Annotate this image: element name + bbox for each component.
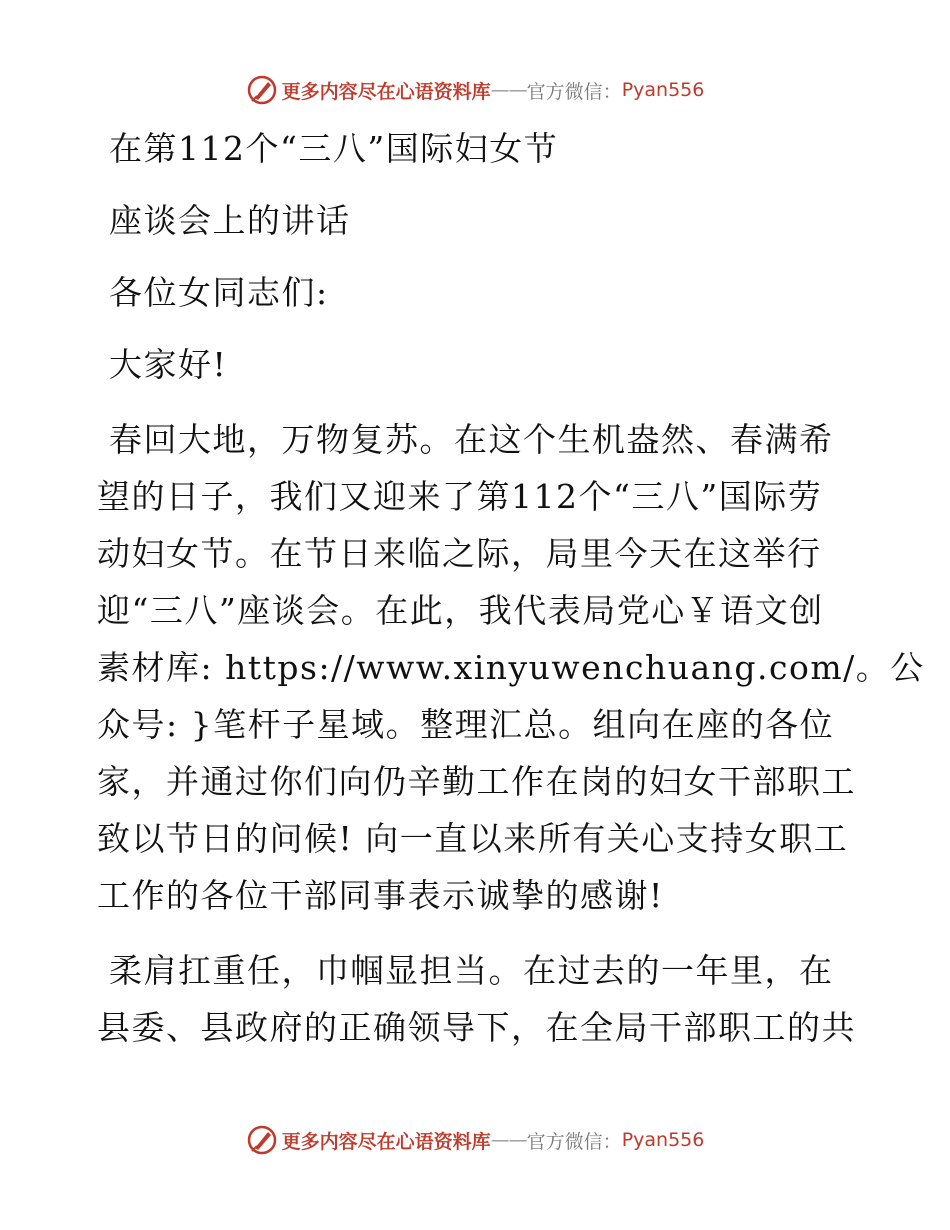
header-watermark bbox=[0, 70, 950, 110]
watermark-label: 官方微信： bbox=[526, 80, 622, 103]
paragraph-line: 素材库: https://www.xinyuwenchuang.com/。公 bbox=[97, 648, 925, 687]
document-title-line-1: 在第112个“三八”国际妇女节 bbox=[109, 129, 559, 168]
document-body bbox=[97, 120, 925, 1056]
paragraph-1 bbox=[97, 411, 925, 924]
paragraph-line: 春回大地，万物复苏。在这个生机盎然、春满希 bbox=[109, 420, 834, 459]
watermark-label: 官方微信： bbox=[526, 1130, 622, 1153]
footer-watermark bbox=[0, 1120, 950, 1160]
greeting: 大家好! bbox=[109, 345, 228, 384]
watermark-main-text: 更多内容尽在心语资料库 bbox=[281, 80, 491, 103]
paragraph-line: 迎“三八”座谈会。在此，我代表局党心￥语文创 bbox=[97, 591, 824, 630]
paragraph-line: 动妇女节。在节日来临之际，局里今天在这举行 bbox=[97, 534, 822, 573]
paragraph-line: 众号: }笔杆子星域。整理汇总。组向在座的各位 bbox=[97, 705, 835, 744]
paragraph-line: 家，并通过你们向仍辛勤工作在岗的妇女干部职工 bbox=[97, 762, 856, 801]
salutation: 各位女同志们: bbox=[109, 273, 329, 312]
feather-pen-seal-icon bbox=[246, 74, 278, 106]
paragraph-line: 致以节日的问候! 向一直以来所有关心支持女职工 bbox=[97, 819, 849, 858]
watermark-dash: —— bbox=[490, 1129, 527, 1151]
feather-pen-seal-icon bbox=[246, 1124, 278, 1156]
paragraph-line: 县委、县政府的正确领导下，在全局干部职工的共 bbox=[97, 1008, 856, 1047]
paragraph-2 bbox=[97, 942, 857, 1056]
watermark-account: Pyan556 bbox=[621, 79, 705, 101]
watermark-dash: —— bbox=[490, 79, 527, 101]
paragraph-line: 望的日子，我们又迎来了第112个“三八”国际劳 bbox=[97, 477, 823, 516]
watermark-main-text: 更多内容尽在心语资料库 bbox=[281, 1130, 491, 1153]
paragraph-line: 柔肩扛重任，巾帼显担当。在过去的一年里，在 bbox=[109, 951, 834, 990]
paragraph-line: 工作的各位干部同事表示诚挚的感谢! bbox=[97, 876, 664, 915]
watermark-account: Pyan556 bbox=[621, 1129, 705, 1151]
document-title-line-2: 座谈会上的讲话 bbox=[109, 201, 351, 240]
